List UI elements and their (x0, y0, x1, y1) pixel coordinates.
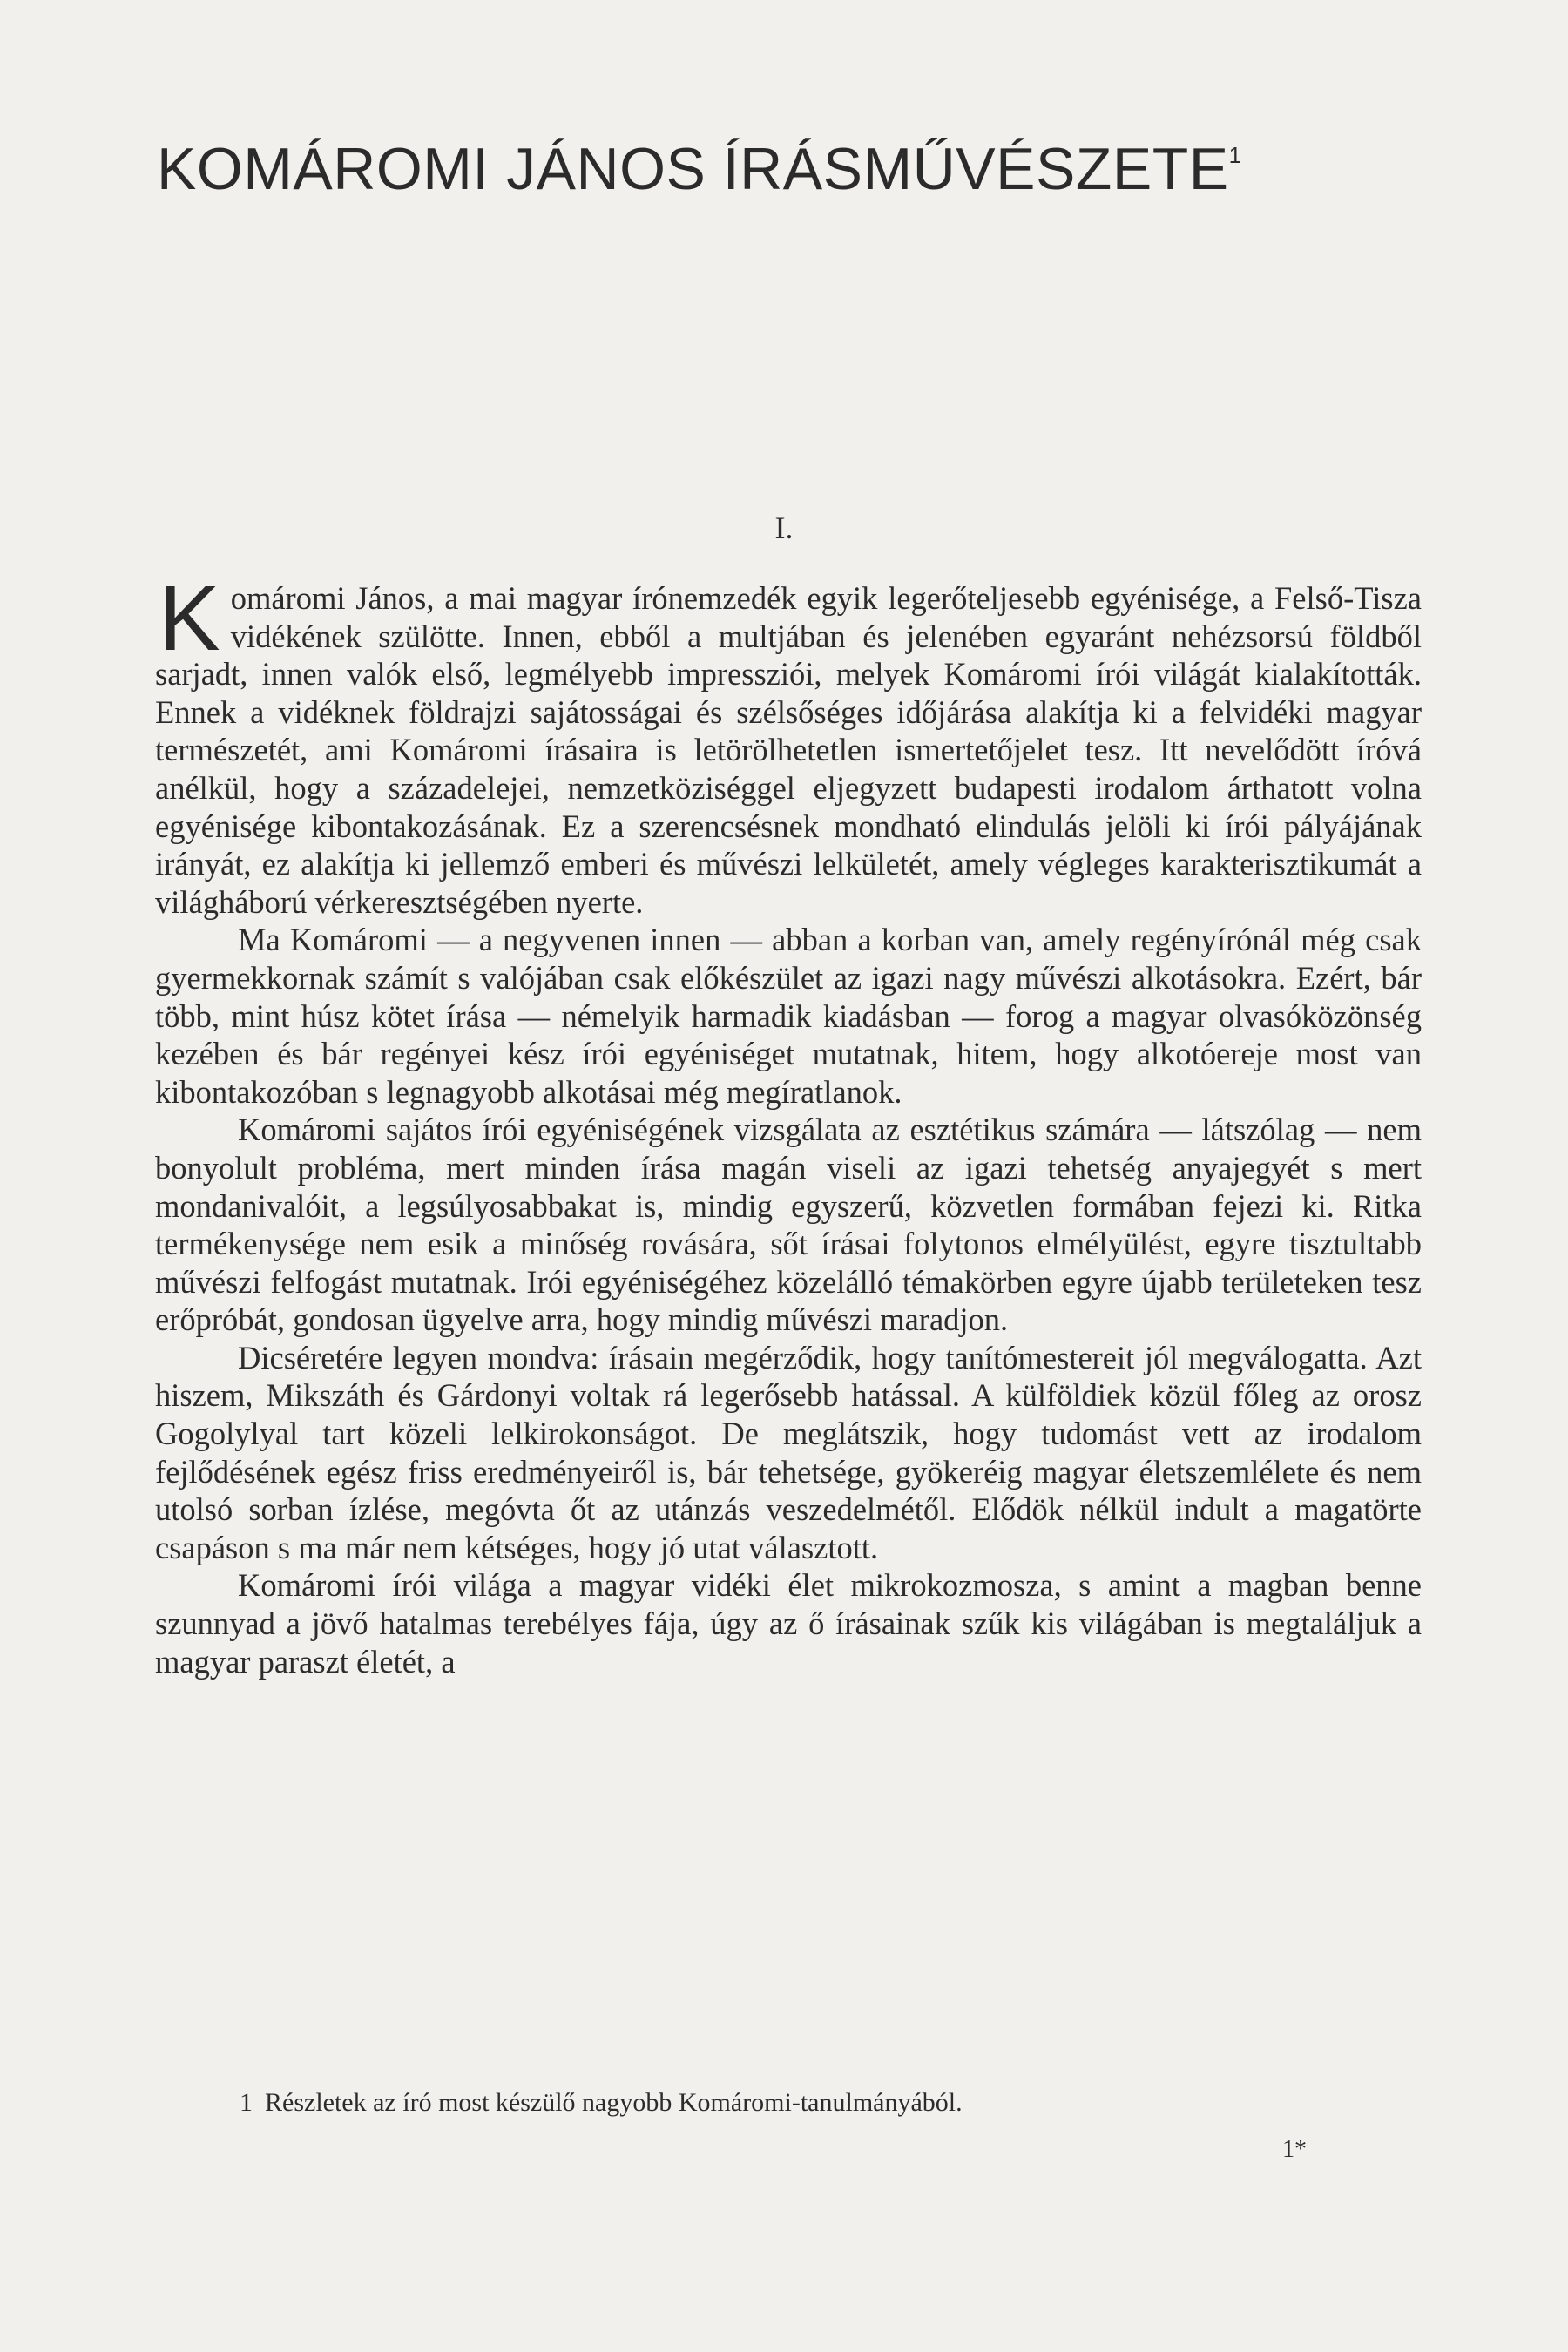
paragraph-5: Komáromi írói világa a magyar vidéki élet mikrokozmosza, s amint a magban benne szunnyad a jövő hatalmas terebélyes fája, úgy az ő írásainak szűk kis világában is megtaláljuk a magyar paraszt életét, a (155, 1567, 1422, 1680)
footnote (240, 2087, 1424, 2119)
signature-mark: 1* (1282, 2136, 1307, 2163)
paragraph-1-text: omáromi János, a mai magyar írónemzedék egyik legerőteljesebb egyénisége, a Felső-Tisza vidékének szülötte. Innen, ebből a multjában és jelenében egyaránt nehézsorsú földből sarjadt, innen valók első, legmélyebb impressziói, melyek Komáromi írói világát kialakították. Ennek a vidéknek földrajzi sajátosságai és szélsőséges időjárása alakítja ki a felvidéki magyar természetét, ami Komáromi írásaira is letörölhetetlen ismertetőjelet tesz. Itt nevelődött íróvá anélkül, hogy a századelejei, nemzetköziséggel eljegyzett budapesti irodalom árthatott volna egyénisége kibontakozásának. Ez a szerencsésnek mondható elindulás jelöli ki írói pályájának irányát, ez alakítja ki jellemző emberi és művészi lelkületét, amely végleges karakterisztikumát a világháború vérkeresztségében nyerte. (155, 580, 1422, 920)
footnote-reference: 1 (1228, 142, 1242, 169)
section-number: I. (774, 510, 794, 545)
title-text: KOMÁROMI JÁNOS ÍRÁSMŰVÉSZETE (157, 136, 1229, 202)
paragraph-4: Dicséretére legyen mondva: írásain megérződik, hogy tanítómestereit jól megválogatta. Azt hiszem, Mikszáth és Gárdonyi voltak rá legerősebb hatással. A külföldiek közül főleg az orosz Gogolylyal tart közeli lelkirokonságot. De meglátszik, hogy tudomást vett az irodalom fejlődésének egész friss eredményeiről is, bár tehetsége, gyökeréig magyar életszemlélete és nem utolsó sorban ízlése, megóvta őt az utánzás veszedelmétől. Elődök nélkül indult a magatörte csapáson s ma már nem kétséges, hogy jó utat választott. (155, 1339, 1422, 1565)
drop-cap: K (159, 567, 220, 670)
article-body (155, 567, 1422, 1680)
footnote-text: Részletek az író most készülő nagyobb Komáromi-tanulmányából. (265, 2088, 963, 2117)
paragraph-2: Ma Komáromi — a negyvenen innen — abban a korban van, amely regényírónál még csak gyermekkornak számít s valójában csak előkészület az igazi nagy művészi alkotásokra. Ezért, bár több, mint húsz kötet írása — némelyik harmadik kiadásban — forog a magyar olvasóközönség kezében és bár regényei kész írói egyéniséget mutatnak, hitem, hogy alkotóereje most van kibontakozóban s legnagyobb alkotásai még megíratlanok. (155, 922, 1422, 1110)
paragraph-3: Komáromi sajátos írói egyéniségének vizsgálata az esztétikus számára — látszólag — nem bonyolult probléma, mert minden írása magán viseli az igazi tehetség anyajegyét s mert mondanivalóit, a legsúlyosabbakat is, mindig egyszerű, közvetlen formában fejezi ki. Ritka termékenysége nem esik a minőség rovására, sőt írásai folytonos elmélyülést, egyre tisztultabb művészi felfogást mutatnak. Irói egyéniségéhez közelálló témakörben egyre újabb területeken tesz erőpróbát, gondosan ügyelve arra, hogy mindig művészi maradjon. (155, 1112, 1422, 1338)
footnote-marker: 1 (240, 2088, 253, 2117)
page-title (157, 136, 1446, 202)
paragraph-1 (155, 567, 1422, 921)
